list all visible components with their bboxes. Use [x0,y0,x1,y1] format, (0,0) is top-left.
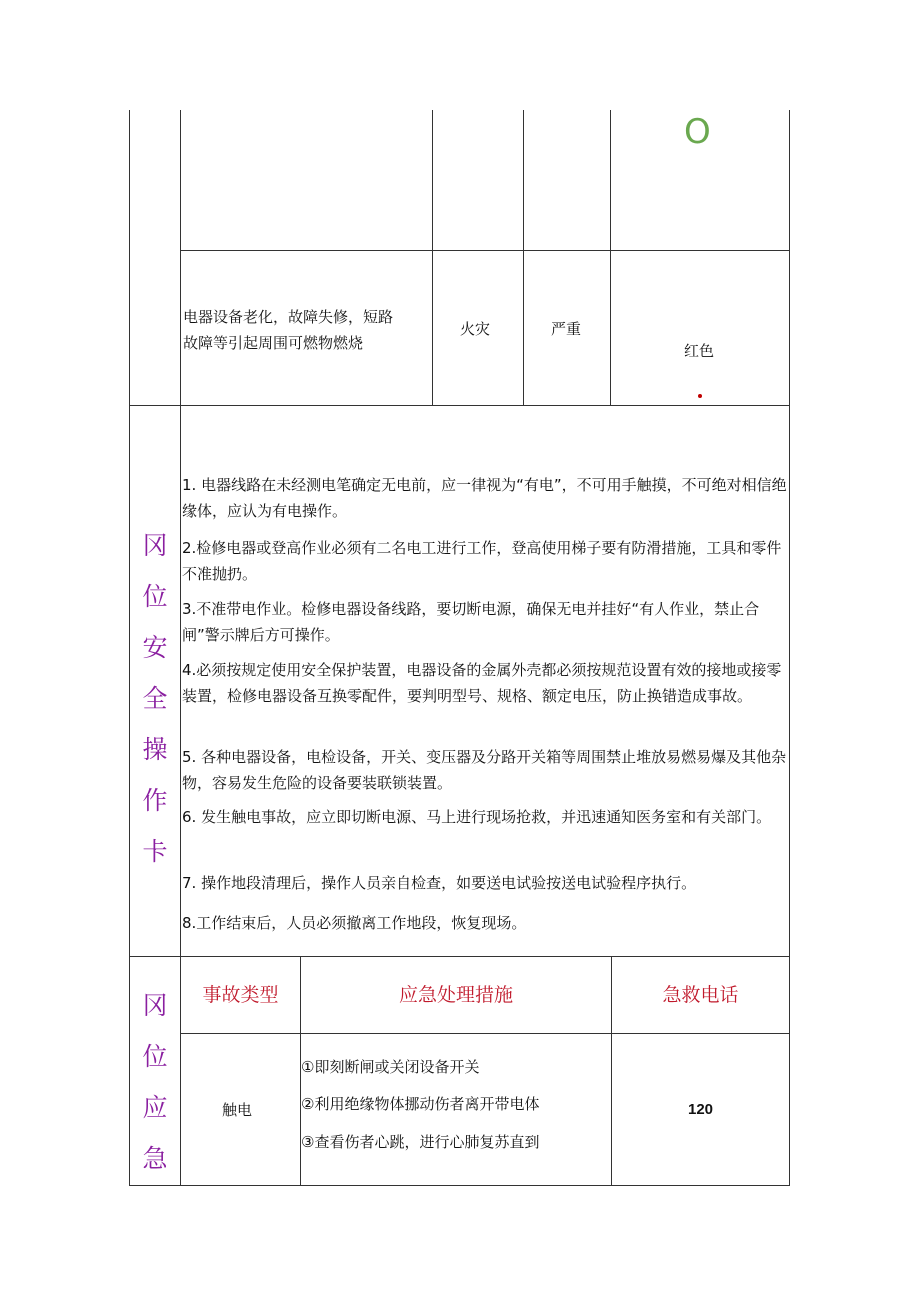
header-accident-type: 事故类型 [202,984,279,1006]
emergency-title [140,980,170,1184]
safety-title-char-2: 位 [142,582,168,611]
table-border-bottom [129,1185,790,1186]
safety-rule-2: 2.检修电器或登高作业必须有二名电工进行工作，登高使用梯子要有防滑措施，工具和零件不准抛扔。 [182,539,782,583]
top-marker: O [684,112,711,152]
table-divider-label-column [180,110,181,1186]
safety-rule-4: 4.必须按规定使用安全保护装置，电器设备的金属外壳都必须按规范设置有效的接地或接零装置，检修电器设备互换零配件，要判明型号、规格、额定电压，防止换错造成事故。 [182,661,782,705]
header-emergency-phone: 急救电话 [662,984,739,1006]
safety-title-char-7: 卡 [142,837,168,866]
safety-title-char-3: 安 [142,633,168,662]
risk-divider-3 [610,110,611,405]
table-border-right [789,110,790,1186]
emergency-header-divider [180,1033,790,1034]
risk-row-divider [180,250,790,251]
emergency-measure-2: ②利用绝缘物体挪动伤者离开带电体 [301,1095,540,1113]
risk-description-line-2: 故障等引起周围可燃物燃烧 [183,334,364,352]
safety-rule-6: 6. 发生触电事故，应立即切断电源、马上进行现场抢救，并迅速通知医务室和有关部门。 [182,808,772,826]
emergency-measure-1: ①即刻断闸或关闭设备开关 [301,1058,480,1076]
risk-divider-2 [523,110,524,405]
risk-description-line-1: 电器设备老化，故障失修，短路 [183,308,394,326]
safety-rule-5: 5. 各种电器设备，电检设备，开关、变压器及分路开关箱等周围禁止堆放易燃易爆及其他杂物，容易发生危险的设备要装联锁装置。 [182,748,787,792]
emergency-title-char-4: 急 [142,1144,168,1173]
risk-accident-type: 火灾 [460,320,491,338]
safety-title-char-4: 全 [142,684,168,713]
safety-card-title [140,520,170,877]
safety-rule-8: 8.工作结束后，人员必须撤离工作地段，恢复现场。 [182,914,527,932]
table-border-left [129,110,130,1186]
header-emergency-measures: 应急处理措施 [398,984,513,1006]
section-divider-2 [129,956,790,957]
emergency-accident-type: 触电 [222,1101,253,1119]
safety-rule-3: 3.不准带电作业。检修电器设备线路，要切断电源，确保无电并挂好“有人作业，禁止合闸”警示牌后方可操作。 [182,600,760,644]
safety-rule-1: 1. 电器线路在未经测电笔确定无电前，应一律视为“有电”，不可用手触摸，不可绝对相信绝缘体，应认为有电操作。 [182,476,787,520]
emergency-title-char-2: 位 [142,1042,168,1071]
safety-title-char-1: 冈 [142,531,168,560]
safety-title-char-6: 作 [142,786,168,815]
emergency-title-char-3: 应 [142,1093,168,1122]
risk-description [183,304,393,356]
risk-level: 红色 [684,342,715,360]
risk-divider-1 [432,110,433,405]
emergency-measure-3: ③查看伤者心跳，进行心肺复苏直到 [301,1133,540,1151]
risk-severity: 严重 [551,320,582,338]
emergency-phone-number: 120 [688,1101,714,1118]
safety-rule-7: 7. 操作地段清理后，操作人员亲自检查，如要送电试验按送电试验程序执行。 [182,874,697,892]
section-divider-1 [129,405,790,406]
risk-level-dot [698,394,702,398]
safety-title-char-5: 操 [142,735,168,764]
emergency-title-char-1: 冈 [142,991,168,1020]
